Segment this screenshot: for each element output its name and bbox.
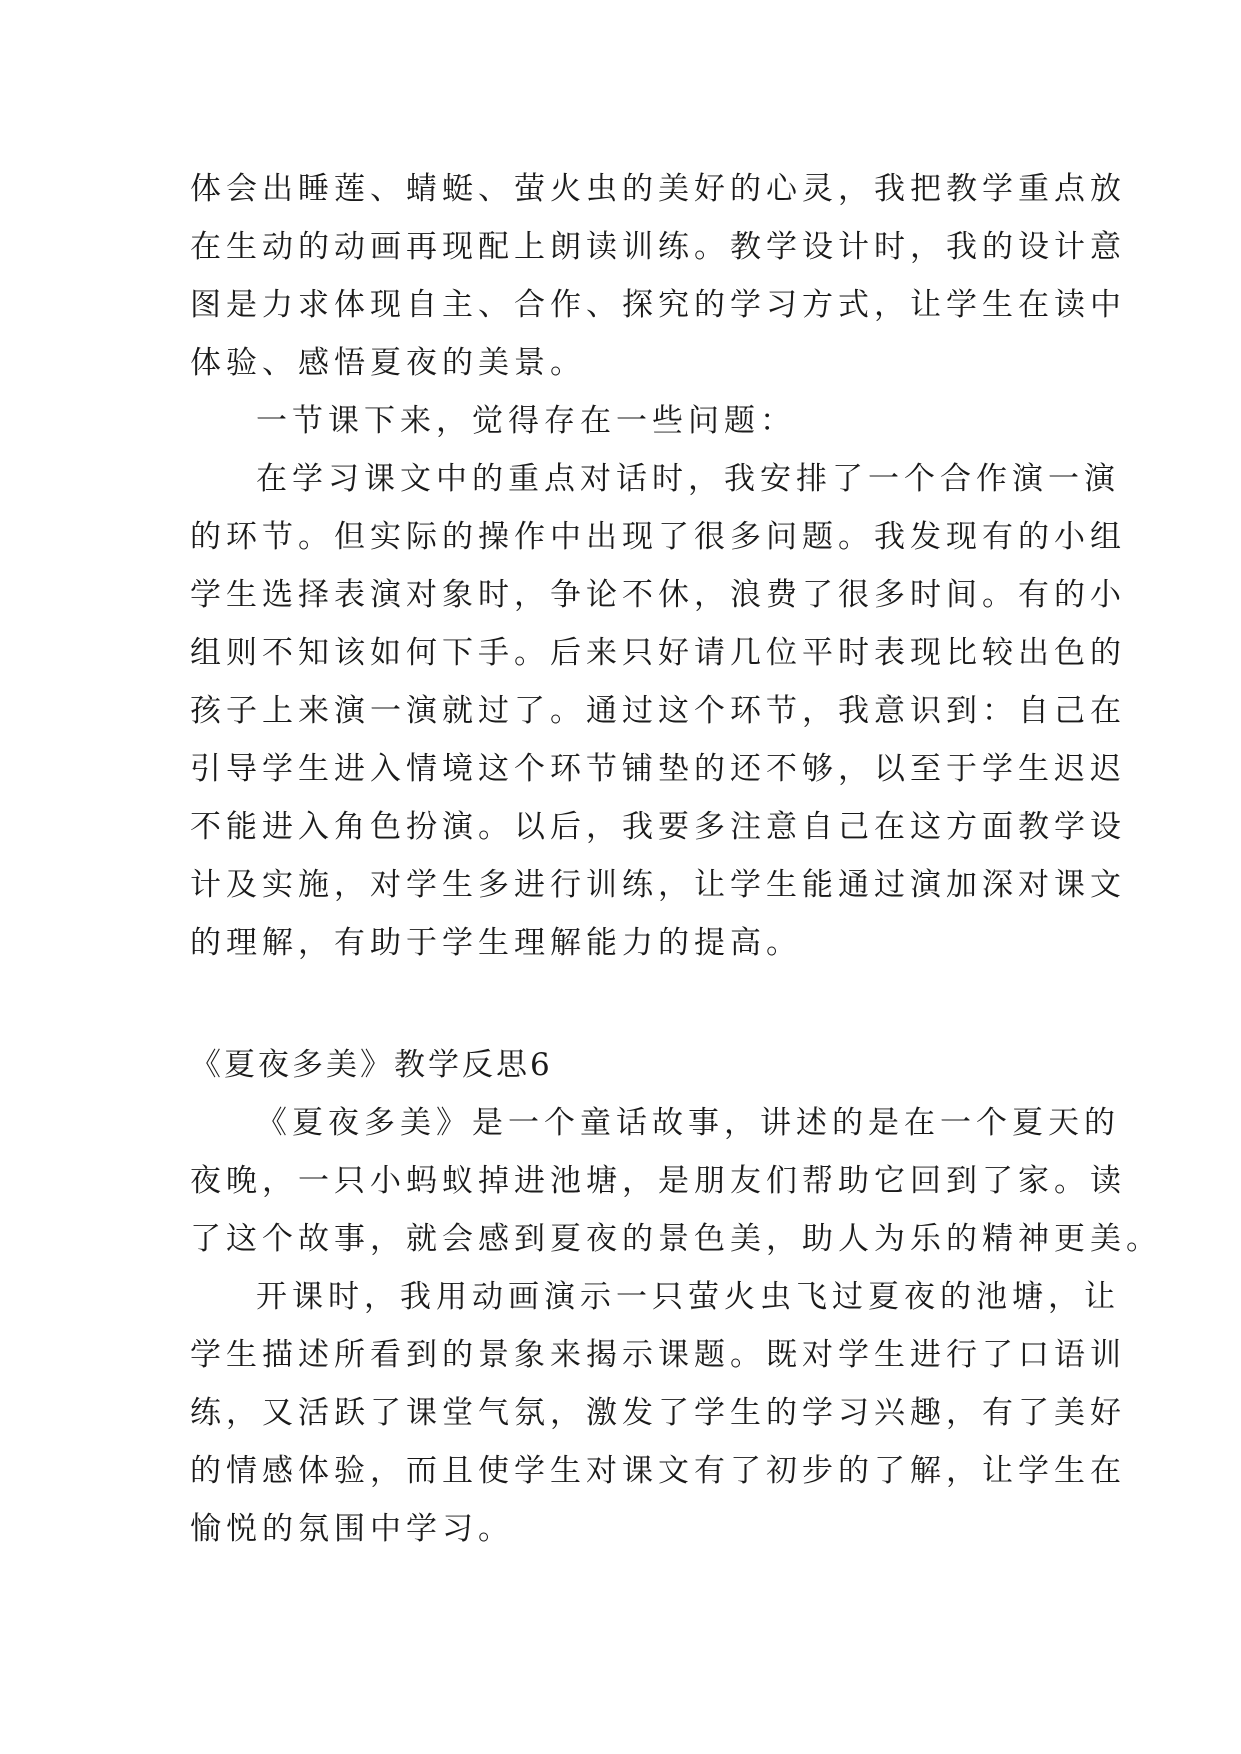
text-line: 一节课下来，觉得存在一些问题：: [256, 403, 796, 439]
section-spacer: [190, 972, 1052, 1036]
text-line: 夜晚，一只小蚂蚁掉进池塘，是朋友们帮助它回到了家。读: [190, 1163, 1126, 1199]
text-line: 在生动的动画再现配上朗读训练。教学设计时，我的设计意: [190, 229, 1126, 265]
text-line: 学生描述所看到的景象来揭示课题。既对学生进行了口语训: [190, 1337, 1126, 1373]
text-line: 练，又活跃了课堂气氛，激发了学生的学习兴趣，有了美好: [190, 1395, 1126, 1431]
text-line: 的情感体验，而且使学生对课文有了初步的了解，让学生在: [190, 1453, 1126, 1489]
document-body: [190, 160, 1162, 1558]
text-line: 的环节。但实际的操作中出现了很多问题。我发现有的小组: [190, 519, 1126, 555]
text-line: 《夏夜多美》是一个童话故事，讲述的是在一个夏天的: [256, 1105, 1120, 1141]
paragraph-continued: [190, 160, 1126, 392]
paragraph-problems-intro: [190, 392, 1052, 450]
paragraph-story-summary: [190, 1094, 1162, 1268]
text-line: 体验、感悟夏夜的美景。: [190, 345, 586, 381]
section-heading: [190, 1036, 1052, 1094]
text-line: 不能进入角色扮演。以后，我要多注意自己在这方面教学设: [190, 809, 1126, 845]
text-line: 了这个故事，就会感到夏夜的景色美，助人为乐的精神更美。: [190, 1221, 1162, 1257]
text-line: 开课时，我用动画演示一只萤火虫飞过夏夜的池塘，让: [256, 1279, 1120, 1315]
text-line: 学生选择表演对象时，争论不休，浪费了很多时间。有的小: [190, 577, 1126, 613]
text-line: 引导学生进入情境这个环节铺垫的还不够，以至于学生迟迟: [190, 751, 1126, 787]
text-line: 孩子上来演一演就过了。通过这个环节，我意识到：自己在: [190, 693, 1126, 729]
text-line: 图是力求体现自主、合作、探究的学习方式，让学生在读中: [190, 287, 1126, 323]
section-title: 《夏夜多美》教学反思6: [190, 1047, 553, 1083]
text-line: 的理解，有助于学生理解能力的提高。: [190, 925, 802, 961]
text-line: 体会出睡莲、蜻蜓、萤火虫的美好的心灵，我把教学重点放: [190, 171, 1126, 207]
text-line: 计及实施，对学生多进行训练，让学生能通过演加深对课文: [190, 867, 1126, 903]
paragraph-lesson-opening: [190, 1268, 1126, 1558]
text-line: 在学习课文中的重点对话时，我安排了一个合作演一演: [256, 461, 1120, 497]
text-line: 愉悦的氛围中学习。: [190, 1511, 514, 1547]
text-line: 组则不知该如何下手。后来只好请几位平时表现比较出色的: [190, 635, 1126, 671]
paragraph-dialogue-practice: [190, 450, 1126, 972]
